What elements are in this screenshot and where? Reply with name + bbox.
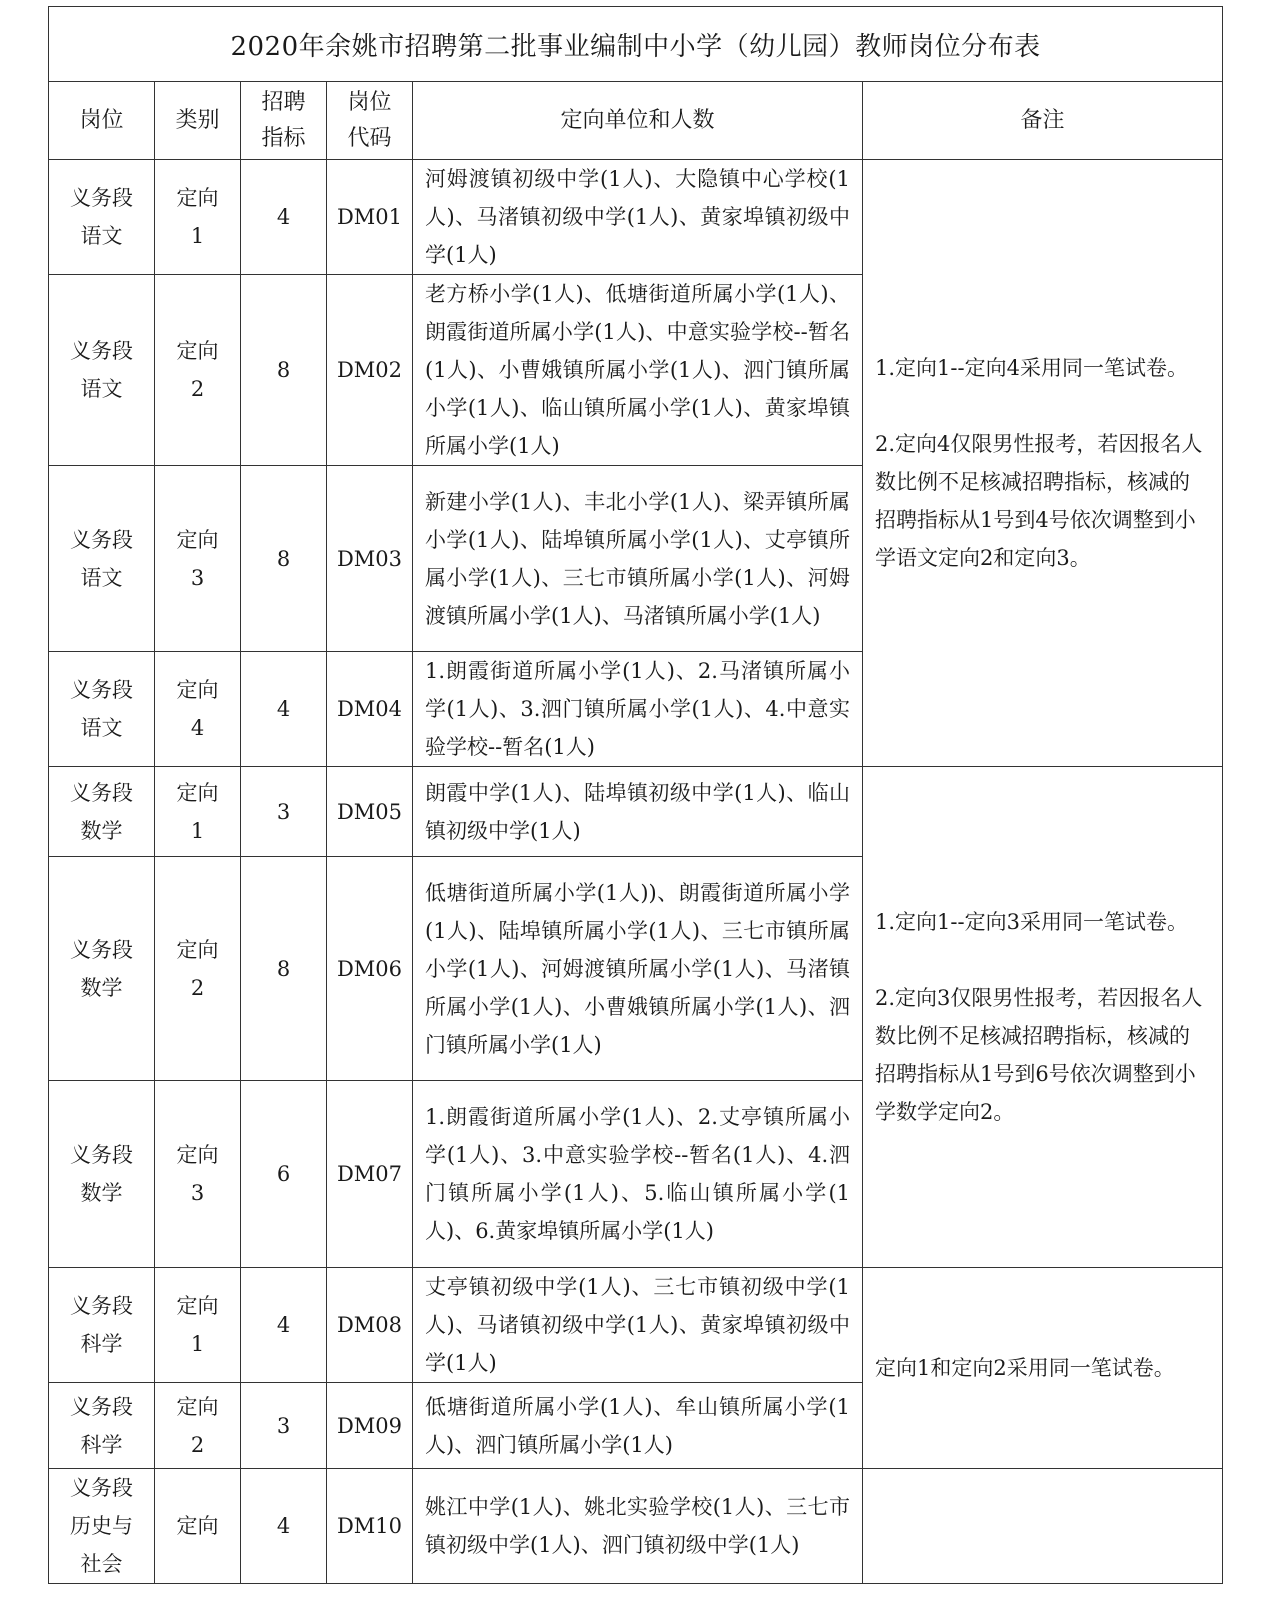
category-cell: 定向 1 (155, 1268, 241, 1383)
code-cell: DM07 (327, 1081, 413, 1268)
code-cell: DM10 (327, 1469, 413, 1584)
units-cell: 朗霞中学(1人)、陆埠镇初级中学(1人)、临山镇初级中学(1人) (413, 767, 863, 857)
quota-cell: 4 (241, 652, 327, 767)
category-cell: 定向 1 (155, 767, 241, 857)
header-code-line1: 岗位 (347, 89, 392, 115)
position-cell: 义务段 语文 (49, 275, 155, 466)
units-cell: 新建小学(1人)、丰北小学(1人)、梁弄镇所属小学(1人)、陆埠镇所属小学(1人)、丈亭镇所属小学(1人)、三七市镇所属小学(1人)、河姆渡镇所属小学(1人)、马渚镇所属小学(1人) (413, 466, 863, 652)
header-quota-line2: 指标 (261, 125, 306, 151)
code-cell: DM05 (327, 767, 413, 857)
category-cell: 定向 2 (155, 275, 241, 466)
category-cell: 定向 1 (155, 160, 241, 275)
code-cell: DM04 (327, 652, 413, 767)
units-cell: 河姆渡镇初级中学(1人)、大隐镇中心学校(1人)、马渚镇初级中学(1人)、黄家埠镇初级中学(1人) (413, 160, 863, 275)
position-cell: 义务段 数学 (49, 857, 155, 1081)
header-remarks: 备注 (863, 82, 1223, 160)
header-code-line2: 代码 (347, 125, 392, 151)
remarks-chinese (863, 160, 1223, 767)
quota-cell: 4 (241, 1268, 327, 1383)
remark-science-1: 定向1和定向2采用同一笔试卷。 (875, 1356, 1175, 1380)
code-cell: DM06 (327, 857, 413, 1081)
remark-chinese-1: 1.定向1--定向4采用同一笔试卷。 (875, 356, 1188, 380)
remark-math-2: 2.定向3仅限男性报考，若因报名人数比例不足核减招聘指标，核减的招聘指标从1号到6号依次调整到小学数学定向2。 (875, 986, 1203, 1124)
header-category: 类别 (155, 82, 241, 160)
remark-math-1: 1.定向1--定向3采用同一笔试卷。 (875, 910, 1188, 934)
code-cell: DM02 (327, 275, 413, 466)
position-cell: 义务段 科学 (49, 1383, 155, 1469)
category-cell: 定向 3 (155, 466, 241, 652)
header-units: 定向单位和人数 (413, 82, 863, 160)
category-cell: 定向 (155, 1469, 241, 1584)
category-cell: 定向 2 (155, 857, 241, 1081)
quota-cell: 4 (241, 160, 327, 275)
quota-cell: 3 (241, 1383, 327, 1469)
units-cell: 老方桥小学(1人)、低塘街道所属小学(1人)、朗霞街道所属小学(1人)、中意实验学校--暂名(1人)、小曹娥镇所属小学(1人)、泗门镇所属小学(1人)、临山镇所属小学(1人)、黄家埠镇所属小学(1人) (413, 275, 863, 466)
position-cell: 义务段 数学 (49, 767, 155, 857)
category-cell: 定向 2 (155, 1383, 241, 1469)
header-row (49, 82, 1223, 160)
header-position: 岗位 (49, 82, 155, 160)
remarks-math (863, 767, 1223, 1268)
table-row (49, 1469, 1223, 1584)
remarks-science (863, 1268, 1223, 1469)
table-row (49, 160, 1223, 275)
position-cell: 义务段 数学 (49, 1081, 155, 1268)
position-cell: 义务段 科学 (49, 1268, 155, 1383)
header-quota-line1: 招聘 (261, 89, 306, 115)
quota-cell: 3 (241, 767, 327, 857)
quota-cell: 8 (241, 275, 327, 466)
title-row (49, 7, 1223, 82)
category-cell: 定向 3 (155, 1081, 241, 1268)
position-cell: 义务段 历史与 社会 (49, 1469, 155, 1584)
quota-cell: 8 (241, 466, 327, 652)
units-cell: 1.朗霞街道所属小学(1人)、2.丈亭镇所属小学(1人)、3.中意实验学校--暂名(1人)、4.泗门镇所属小学(1人)、5.临山镇所属小学(1人)、6.黄家埠镇所属小学(1人) (413, 1081, 863, 1268)
remark-chinese-2: 2.定向4仅限男性报考，若因报名人数比例不足核减招聘指标，核减的招聘指标从1号到4号依次调整到小学语文定向2和定向3。 (875, 432, 1203, 570)
units-cell: 低塘街道所属小学(1人))、朗霞街道所属小学(1人)、陆埠镇所属小学(1人)、三七市镇所属小学(1人)、河姆渡镇所属小学(1人)、马渚镇所属小学(1人)、小曹娥镇所属小学(1人)、泗门镇所属小学(1人) (413, 857, 863, 1081)
units-cell: 1.朗霞街道所属小学(1人)、2.马渚镇所属小学(1人)、3.泗门镇所属小学(1人)、4.中意实验学校--暂名(1人) (413, 652, 863, 767)
table-row (49, 767, 1223, 857)
table-title: 2020年余姚市招聘第二批事业编制中小学（幼儿园）教师岗位分布表 (49, 7, 1223, 82)
position-cell: 义务段 语文 (49, 466, 155, 652)
position-cell: 义务段 语文 (49, 652, 155, 767)
quota-cell: 8 (241, 857, 327, 1081)
code-cell: DM03 (327, 466, 413, 652)
units-cell: 姚江中学(1人)、姚北实验学校(1人)、三七市镇初级中学(1人)、泗门镇初级中学(1人) (413, 1469, 863, 1584)
quota-cell: 4 (241, 1469, 327, 1584)
table-row (49, 1268, 1223, 1383)
code-cell: DM01 (327, 160, 413, 275)
header-quota (241, 82, 327, 160)
remarks-history (863, 1469, 1223, 1584)
units-cell: 低塘街道所属小学(1人)、牟山镇所属小学(1人)、泗门镇所属小学(1人) (413, 1383, 863, 1469)
header-code (327, 82, 413, 160)
units-cell: 丈亭镇初级中学(1人)、三七市镇初级中学(1人)、马诸镇初级中学(1人)、黄家埠镇初级中学(1人) (413, 1268, 863, 1383)
quota-cell: 6 (241, 1081, 327, 1268)
position-cell: 义务段 语文 (49, 160, 155, 275)
code-cell: DM09 (327, 1383, 413, 1469)
position-distribution-table (48, 6, 1223, 1584)
category-cell: 定向 4 (155, 652, 241, 767)
code-cell: DM08 (327, 1268, 413, 1383)
